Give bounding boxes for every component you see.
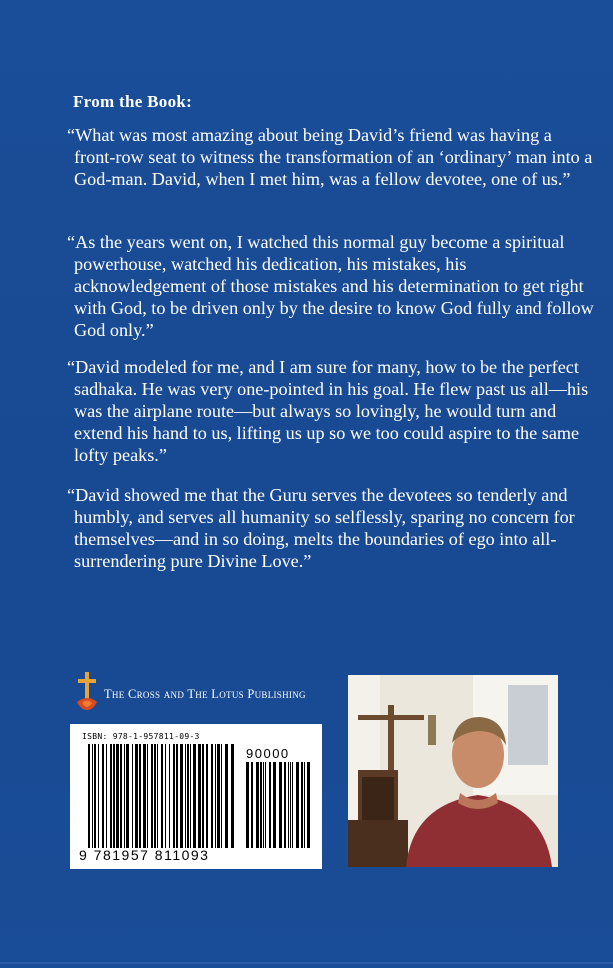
cross-lotus-logo-icon [76,672,98,716]
publisher-name: The Cross and The Lotus Publishing [104,686,306,701]
isbn-label: ISBN: 978-1-957811-09-3 [82,732,200,741]
quote-1: “What was most amazing about being David’s friend was having a front-row seat to witness the transformation of an ‘ordinary’ man into a God-man. David, when I met him, was a fellow devotee, one of us.” [67,125,593,189]
quote-2: “As the years went on, I watched this normal guy become a spiritual powerhouse, watched his dedication, his mistakes, his acknowledgement of those mistakes and his determination to get right with God, to be driven only by the desire to know God fully and follow God only.” [67,232,594,340]
author-photo [348,675,558,867]
quote-4: “David showed me that the Guru serves the devotees so tenderly and humbly, and serves all humanity so selflessly, sparing no concern for themselves—and in so doing, melts the boundaries of ego into all-surrendering pure Divine Love.” [67,485,575,571]
isbn-barcode [70,724,322,869]
publisher-imprint [76,672,306,716]
barcode-digits: 9 781957 811093 [79,847,210,863]
bottom-rule [0,962,613,964]
quote-3: “David modeled for me, and I am sure for many, how to be the perfect sadhaka. He was very one-pointed in his goal. He flew past us all—his was the airplane route—but always so lovingly, he would turn and extend his hand to us, lifting us up so we too could aspire to the same lofty peaks.” [67,357,589,465]
barcode-bars [88,744,234,848]
price-barcode-bars [246,762,312,848]
section-heading: From the Book: [73,92,193,111]
price-code: 90000 [246,746,290,761]
